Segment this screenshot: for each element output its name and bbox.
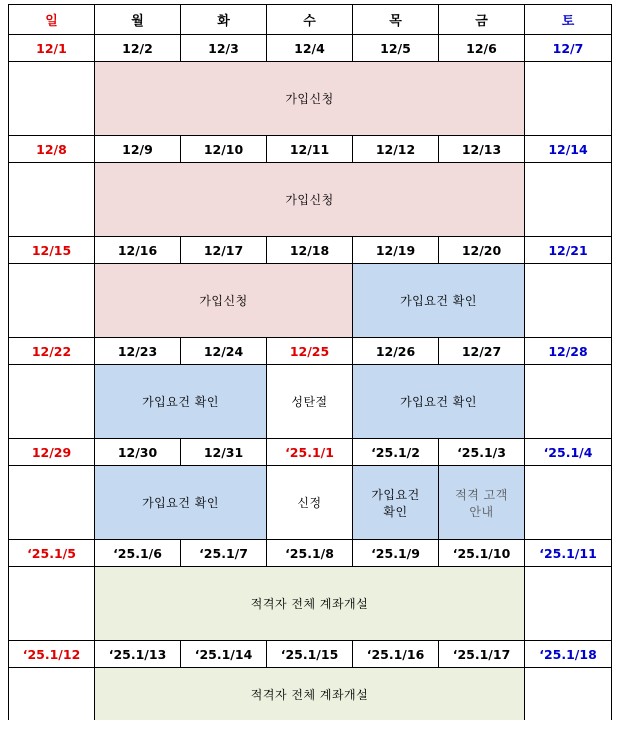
event-open-account: 적격자 전체 계좌개설 [95, 567, 525, 641]
event-check: 가입요건 확인 [353, 264, 525, 338]
empty-cell [9, 365, 95, 439]
empty-cell [9, 668, 95, 721]
date-cell: ‘25.1/16 [353, 641, 439, 668]
date-row [9, 237, 612, 264]
date-cell: ‘25.1/4 [525, 439, 612, 466]
event-row [9, 163, 612, 237]
empty-cell [525, 466, 612, 540]
event-open-account: 적격자 전체 계좌개설 [95, 668, 525, 721]
weekday-tue: 화 [181, 5, 267, 35]
event-row [9, 62, 612, 136]
empty-cell [9, 264, 95, 338]
date-cell: 12/6 [439, 35, 525, 62]
date-cell: 12/5 [353, 35, 439, 62]
event-check: 가입요건 확인 [353, 466, 439, 540]
date-cell: ‘25.1/3 [439, 439, 525, 466]
date-cell: 12/23 [95, 338, 181, 365]
calendar-table [8, 4, 612, 720]
date-cell: 12/31 [181, 439, 267, 466]
date-cell: 12/21 [525, 237, 612, 264]
empty-cell [525, 62, 612, 136]
date-cell: ‘25.1/12 [9, 641, 95, 668]
empty-cell [525, 365, 612, 439]
date-cell: 12/13 [439, 136, 525, 163]
date-row [9, 35, 612, 62]
empty-cell [9, 62, 95, 136]
weekday-thu: 목 [353, 5, 439, 35]
date-cell-holiday: ‘25.1/1 [267, 439, 353, 466]
empty-cell [525, 264, 612, 338]
date-cell: 12/22 [9, 338, 95, 365]
event-apply: 가입신청 [95, 62, 525, 136]
date-cell: 12/18 [267, 237, 353, 264]
empty-cell [525, 163, 612, 237]
weekday-mon: 월 [95, 5, 181, 35]
date-cell: 12/3 [181, 35, 267, 62]
empty-cell [9, 163, 95, 237]
date-cell: 12/27 [439, 338, 525, 365]
date-cell-holiday: 12/25 [267, 338, 353, 365]
event-check: 가입요건 확인 [95, 466, 267, 540]
date-cell: 12/26 [353, 338, 439, 365]
date-cell: 12/24 [181, 338, 267, 365]
date-cell: 12/1 [9, 35, 95, 62]
event-row [9, 668, 612, 721]
date-cell: 12/19 [353, 237, 439, 264]
event-apply: 가입신청 [95, 264, 353, 338]
date-cell: 12/4 [267, 35, 353, 62]
event-row [9, 466, 612, 540]
event-row [9, 365, 612, 439]
date-cell: ‘25.1/15 [267, 641, 353, 668]
event-row [9, 264, 612, 338]
date-cell: 12/14 [525, 136, 612, 163]
event-notify: 적격 고객 안내 [439, 466, 525, 540]
event-row [9, 567, 612, 641]
date-row [9, 338, 612, 365]
date-cell: ‘25.1/5 [9, 540, 95, 567]
date-cell: ‘25.1/17 [439, 641, 525, 668]
date-cell: 12/17 [181, 237, 267, 264]
weekday-wed: 수 [267, 5, 353, 35]
weekday-header-row [9, 5, 612, 35]
event-holiday: 성탄절 [267, 365, 353, 439]
event-holiday: 신정 [267, 466, 353, 540]
date-cell: ‘25.1/14 [181, 641, 267, 668]
empty-cell [9, 567, 95, 641]
date-row [9, 540, 612, 567]
date-cell: 12/7 [525, 35, 612, 62]
date-cell: 12/11 [267, 136, 353, 163]
date-cell: ‘25.1/6 [95, 540, 181, 567]
date-cell: ‘25.1/7 [181, 540, 267, 567]
date-cell: 12/9 [95, 136, 181, 163]
date-row [9, 136, 612, 163]
weekday-sun: 일 [9, 5, 95, 35]
date-cell: ‘25.1/10 [439, 540, 525, 567]
event-check: 가입요건 확인 [95, 365, 267, 439]
event-apply: 가입신청 [95, 163, 525, 237]
date-row [9, 641, 612, 668]
date-cell: 12/2 [95, 35, 181, 62]
date-cell: ‘25.1/11 [525, 540, 612, 567]
date-cell: ‘25.1/2 [353, 439, 439, 466]
date-cell: ‘25.1/18 [525, 641, 612, 668]
date-cell: 12/20 [439, 237, 525, 264]
date-cell: 12/15 [9, 237, 95, 264]
empty-cell [525, 567, 612, 641]
date-cell: 12/29 [9, 439, 95, 466]
date-row [9, 439, 612, 466]
date-cell: 12/8 [9, 136, 95, 163]
weekday-fri: 금 [439, 5, 525, 35]
date-cell: 12/16 [95, 237, 181, 264]
empty-cell [525, 668, 612, 721]
date-cell: 12/10 [181, 136, 267, 163]
date-cell: ‘25.1/13 [95, 641, 181, 668]
empty-cell [9, 466, 95, 540]
date-cell: 12/12 [353, 136, 439, 163]
date-cell: ‘25.1/9 [353, 540, 439, 567]
event-check: 가입요건 확인 [353, 365, 525, 439]
date-cell: ‘25.1/8 [267, 540, 353, 567]
date-cell: 12/28 [525, 338, 612, 365]
weekday-sat: 토 [525, 5, 612, 35]
date-cell: 12/30 [95, 439, 181, 466]
